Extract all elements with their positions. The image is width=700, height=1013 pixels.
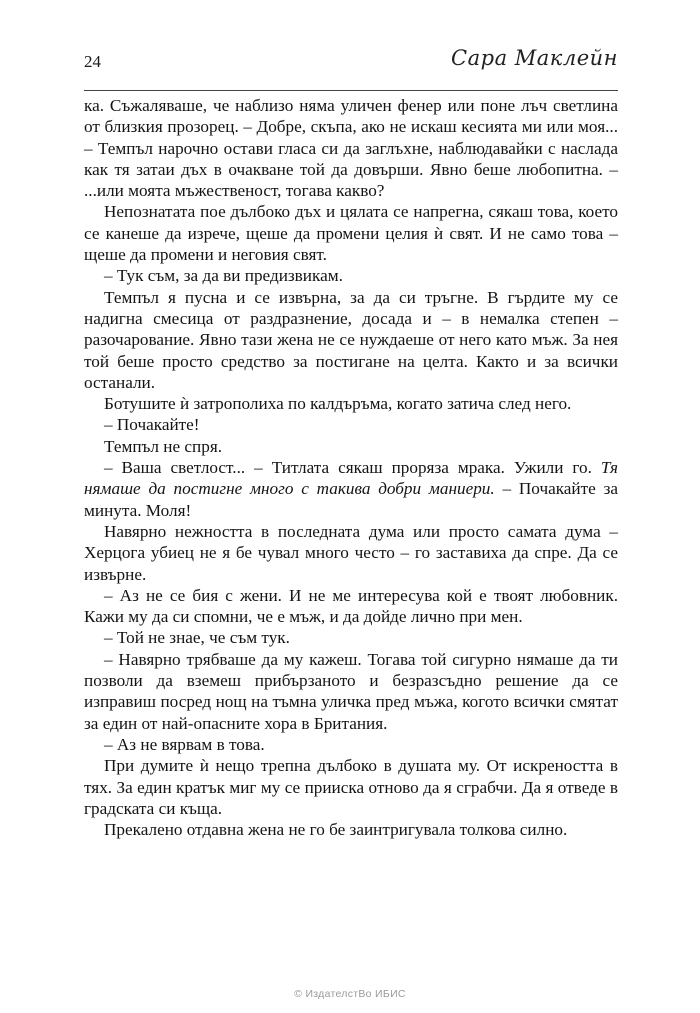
paragraph: – Ваша светлост... – Титлата сякаш прорязa мрака. Ужили го. Тя нямаше да постигне много с такива добри маниери. – Почакайте за минута. Моля!	[84, 458, 618, 520]
paragraph: ка. Съжаляваше, че наблизо няма уличен фенер или поне лъч светлина от близкия прозорец. – Добре, скъпа, ако не искаш кесията ми или моя... – Темпъл нарочно остави гласа си да заглъхне, наблюдавайки с наслада как тя затаи дъх в очакване той да довърши. Явно беше любопитна. – ...или моята мъжественост, тогава какво?	[84, 96, 618, 201]
paragraph: Непознатата пое дълбоко дъх и цялата се напрегна, сякаш това, което се канеше да изрече, щеше да промени целия ѝ свят. И не само това – щеше да промени и неговия свят.	[84, 202, 618, 265]
paragraph: – Аз не вярвам в това.	[104, 734, 265, 754]
body-text	[84, 95, 618, 840]
paragraph: Навярно нежността в последната дума или просто самата дума – Херцога убиец не я бе чувал много често – го заставиха да спре. Да се извърне.	[84, 521, 618, 584]
paragraph: Ботушите ѝ затрополиха по калдъръма, когато затича след него.	[104, 394, 572, 414]
paragraph: – Навярно трябваше да му кажеш. Тогава той сигурно нямаше да ти позволи да вземеш прибързаното и безразсъдно решение да се изправиш посред нощ на тъмна уличка пред мъжа, когото всички смятат за един от най-опасните хора в Британия.	[84, 649, 618, 733]
paragraph: Темпъл не спря.	[104, 436, 223, 456]
paragraph: При думите ѝ нещо трепна дълбоко в душата му. От искреността в тях. За един кратък миг му се прииска отново да я сграбчи. Да я отведе в градската си къща.	[84, 756, 618, 818]
italic-thought: Тя нямаше да постигне много с такива добри маниери.	[84, 458, 618, 499]
paragraph: Темпъл я пусна и се извърна, за да си тръгне. В гърдите му се надигна смесица от раздразнение, досада и – в немалка степен – разочарование. Явно тази жена не се нуждаеше от него като мъж. За нея той беше просто средство за постигане на целта. Както и за всички останали.	[84, 287, 618, 392]
page-header	[84, 46, 618, 86]
running-title-author: Сара Маклейн	[451, 46, 618, 70]
paragraph: – Аз не се бия с жени. И не ме интересува кой е твоят любовник. Кажи му да си спомни, че е мъж, и да дойде лично при мен.	[84, 585, 618, 627]
paragraph: – Тук съм, за да ви предизвикам.	[104, 266, 343, 286]
paragraph: Прекалено отдавна жена не го бе заинтригувала толкова силно.	[104, 820, 568, 840]
paragraph: – Почакайте!	[104, 415, 200, 435]
publisher-footer: © ИздателстВо ИБИС	[294, 988, 406, 1000]
header-rule	[84, 90, 618, 91]
page-number: 24	[84, 52, 101, 71]
paragraph: – Той не знае, че съм тук.	[104, 628, 290, 648]
